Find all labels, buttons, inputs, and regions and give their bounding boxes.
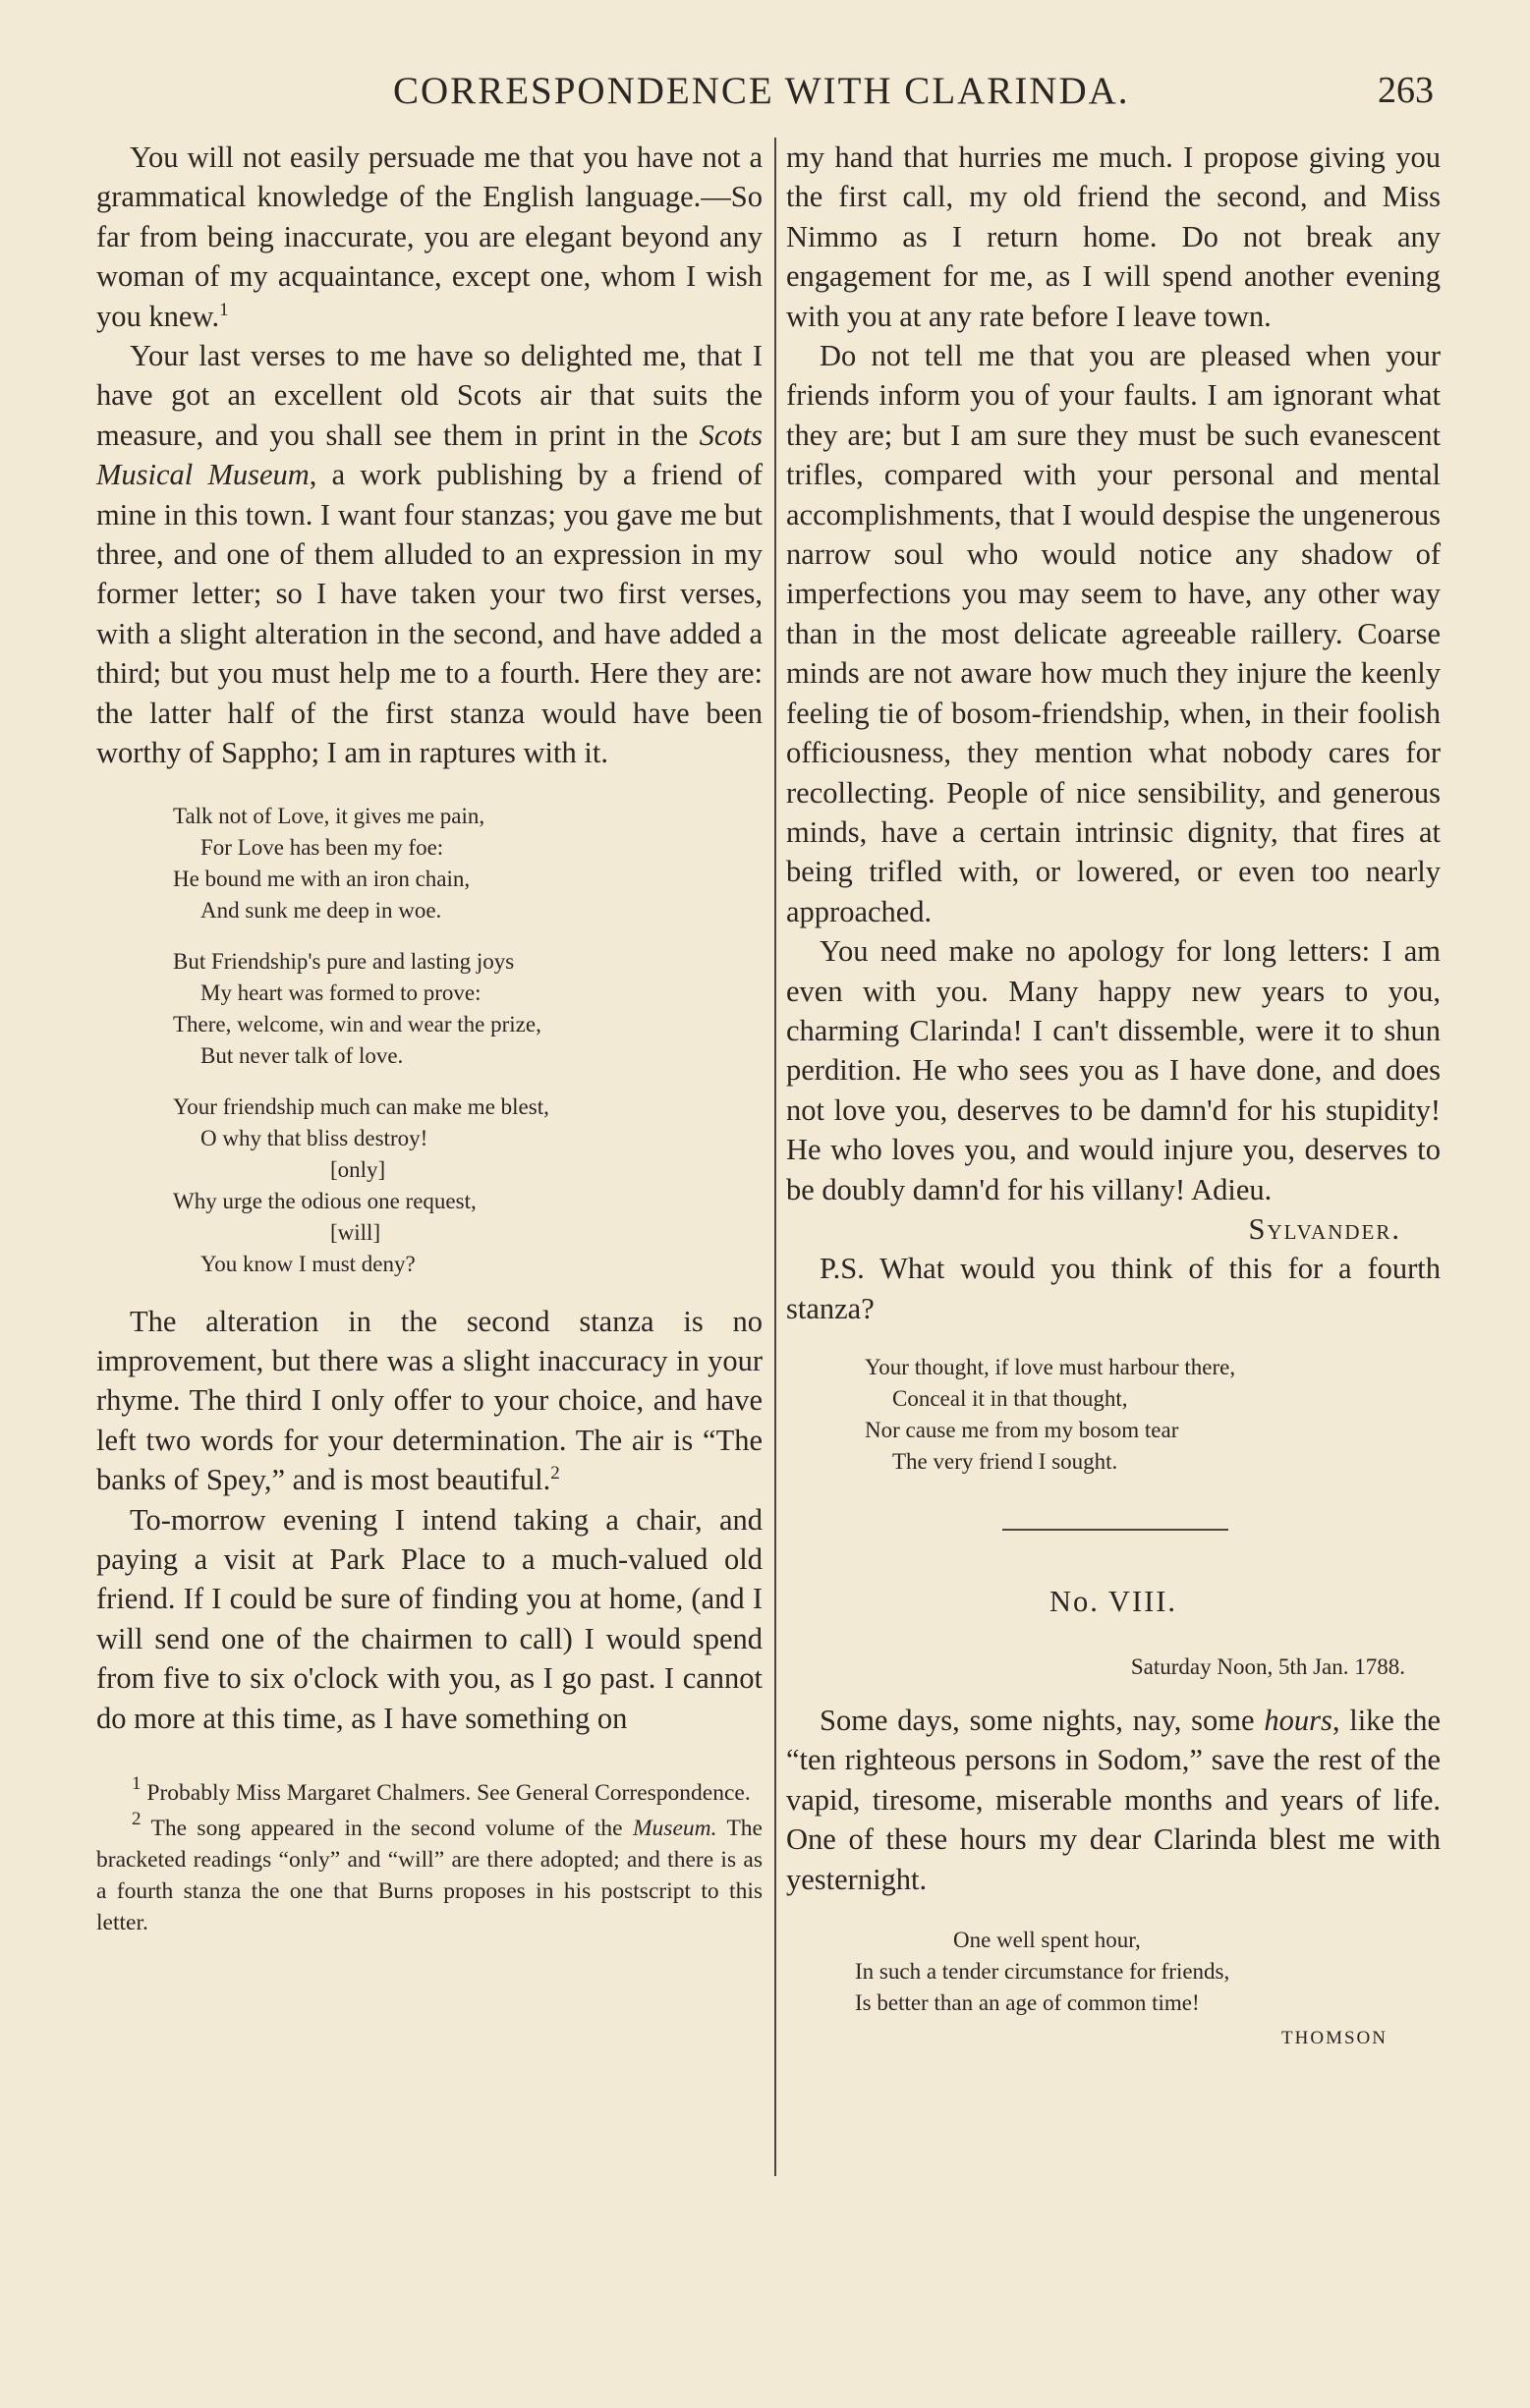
postscript-verse: Your thought, if love must harbour there, Conceal it in that thought, Nor cause me from my bosom tear The very friend I sought. xyxy=(865,1355,1236,1475)
poem-stanza: Your friendship much can make me blest, O why that bliss destroy! [only] Why urge the odious one request, [will] You know I must deny? xyxy=(173,1092,763,1280)
section-divider xyxy=(1002,1529,1228,1531)
paragraph: Some days, some nights, nay, some hours, like the “ten righteous persons in Sodom,” save the rest of the vapid, tiresome, miserable months and years of life. One of these hours my dear Clarinda blest me with yesternight. xyxy=(786,1704,1442,1896)
paragraph: To-morrow evening I intend taking a chair, and paying a visit at Park Place to a much-valued old friend. If I could be sure of finding you at home, (and I will send one of the chairmen to call) I would spend from five to six o'clock with you, as I go past. I cannot do more at this time, as I have something on xyxy=(96,1502,763,1735)
section-title: No. VIII. xyxy=(1048,1585,1178,1619)
bracketed-reading: [will] xyxy=(330,1219,381,1245)
footnotes xyxy=(96,1772,763,1938)
paragraph: Do not tell me that you are pleased when your friends inform you of your faults. I am ignorant what they are; but I am sure they must be such evanescent trifles, compared with your personal and mental accomplishments, that I would despise the ungenerous narrow soul who would notice any shadow of imperfections you may seem to have, any other way than in the most delicate agreeable raillery. Coarse minds are not aware how much they injure the keenly feeling tie of bosom-friendship, when, in their foolish officiousness, they mention what nobody cares for recollecting. People of nice sensibility, and generous minds, have a certain intrinsic dignity, that fires at being trifled with, or lowered, or even too nearly approached. xyxy=(786,339,1441,928)
signature: Sylvander. xyxy=(1248,1211,1401,1246)
footnote-ref[interactable]: 2 xyxy=(550,1463,560,1484)
left-column xyxy=(96,138,763,1938)
bracketed-reading: [only] xyxy=(330,1156,386,1182)
running-title: CORRESPONDENCE WITH CLARINDA. xyxy=(393,70,1130,112)
poem-stanza: But Friendship's pure and lasting joys My heart was formed to prove: There, welcome, win and wear the prize, But never talk of love. xyxy=(173,948,541,1068)
poem xyxy=(173,801,763,1280)
footnote-ref[interactable]: 1 xyxy=(219,299,229,320)
paragraph: The alteration in the second stanza is no improvement, but there was a slight inaccuracy in your rhyme. The third I only offer to your choice, and have left two words for your determination. The air is “The banks of Spey,” and is most beautiful.$^2$ xyxy=(96,1304,763,1497)
quotation: One well spent hour, In such a tender circumstance for friends, Is better than an age of common time! xyxy=(855,1928,1230,2016)
page-number: 263 xyxy=(1378,70,1434,111)
poem-stanza: Talk not of Love, it gives me pain, For Love has been my foe: He bound me with an iron chain, And sunk me deep in woe. xyxy=(173,803,485,923)
quote-attribution: THOMSON xyxy=(1281,2028,1388,2049)
footnote: $^2$ The song appeared in the second volume of the Museum. The bracketed readings “only” and “will” are there adopted; and there is as a fourth stanza the one that Burns proposes in his postscript to this letter. xyxy=(96,1808,763,1935)
postscript: P.S. What would you think of this for a fourth stanza? xyxy=(786,1252,1441,1325)
column-divider xyxy=(774,138,776,2176)
paragraph: Your last verses to me have so delighted me, that I have got an excellent old Scots air that suits the measure, and you shall see them in print in the Scots Musical Museum, a work publishing by a friend of mine in this town. I want four stanzas; you gave me but three, and one of them alluded to an expression in my former letter; so I have taken your two first verses, with a slight alteration in the second, and have added a third; but you must help me to a fourth. Here they are: the latter half of the first stanza would have been worthy of Sappho; I am in raptures with it. xyxy=(96,339,764,770)
footnote: $^1$ Probably Miss Margaret Chalmers. See General Correspondence. xyxy=(132,1772,751,1806)
running-header xyxy=(0,69,1530,118)
paragraph: You will not easily persuade me that you have not a grammatical knowledge of the English language.—So far from being inaccurate, you are elegant beyond any woman of my acquaintance, except one, whom I wish you knew.$^1$ xyxy=(96,140,763,333)
paragraph: You need make no apology for long letters: I am even with you. Many happy new years to you, charming Clarinda! I can't dissemble, were it to shun perdition. He who sees you as I have done, and does not love you, deserves to be damn'd for his stupidity! He who loves you, and would injure you, deserves to be doubly damn'd for his villany! Adieu. xyxy=(786,934,1441,1206)
right-column xyxy=(786,138,1441,2058)
paragraph: my hand that hurries me much. I propose giving you the first call, my old friend the second, and Miss Nimmo as I return home. Do not break any engagement for me, as I will spend another evening with you at any rate before I leave town. xyxy=(786,140,1441,333)
letter-date: Saturday Noon, 5th Jan. 1788. xyxy=(1130,1653,1405,1679)
